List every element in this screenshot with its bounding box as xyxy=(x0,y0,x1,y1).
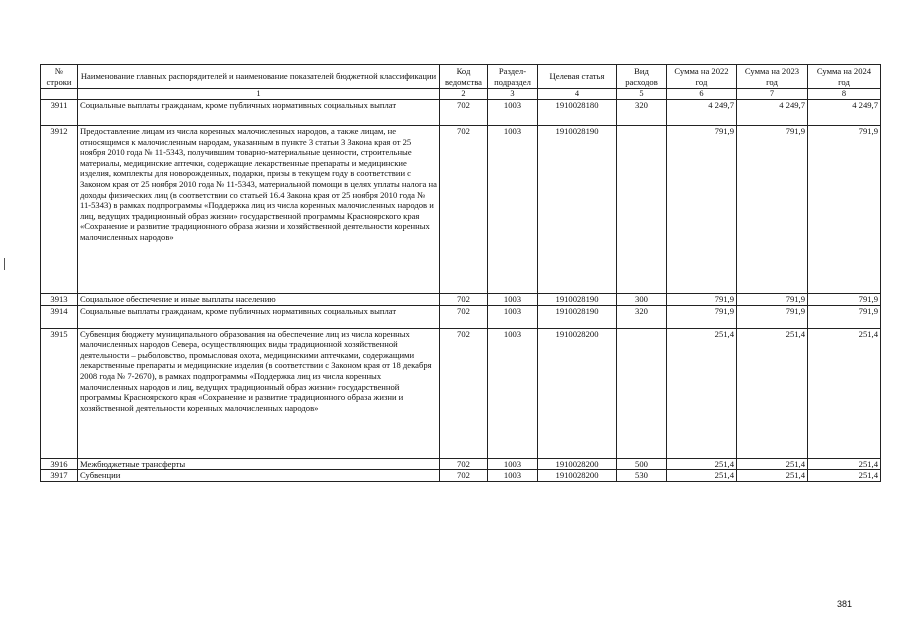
header-row-no: № строки xyxy=(41,65,78,89)
column-number: 3 xyxy=(488,89,538,100)
header-name: Наименование главных распорядителей и наименование показателей бюджетной классификации xyxy=(78,65,440,89)
row-sum-2022: 251,4 xyxy=(667,470,737,482)
row-sum-2022: 791,9 xyxy=(667,126,737,294)
row-number: 3913 xyxy=(41,294,78,306)
row-dept-code: 702 xyxy=(440,305,488,328)
row-section: 1003 xyxy=(488,470,538,482)
table-row xyxy=(41,126,881,294)
row-sum-2022: 4 249,7 xyxy=(667,100,737,126)
column-number: 1 xyxy=(78,89,440,100)
row-dept-code: 702 xyxy=(440,100,488,126)
row-dept-code: 702 xyxy=(440,126,488,294)
row-number: 3915 xyxy=(41,328,78,458)
row-name: Социальные выплаты гражданам, кроме публичных нормативных социальных выплат xyxy=(78,305,440,328)
row-number: 3912 xyxy=(41,126,78,294)
header-section: Раздел-подраздел xyxy=(488,65,538,89)
row-type: 300 xyxy=(617,294,667,306)
row-number: 3911 xyxy=(41,100,78,126)
row-type xyxy=(617,328,667,458)
row-sum-2024: 791,9 xyxy=(808,126,881,294)
row-number: 3916 xyxy=(41,458,78,470)
row-section: 1003 xyxy=(488,305,538,328)
row-number: 3917 xyxy=(41,470,78,482)
row-sum-2023: 251,4 xyxy=(737,470,808,482)
row-sum-2024: 791,9 xyxy=(808,305,881,328)
row-dept-code: 702 xyxy=(440,470,488,482)
header-sum-2022: Сумма на 2022 год xyxy=(667,65,737,89)
row-sum-2023: 251,4 xyxy=(737,328,808,458)
row-name: Субвенция бюджету муниципального образования на обеспечение лиц из числа коренных малочисленных народов Севера, осуществляющих виды традиционной хозяйственной деятельности – рыболовство, промысловая охота, медицинскими аптечками, содержащими лекарственные препараты и медицинские изделия (в соответствии с Законом края от 18 декабря 2008 года № 7-2670), в рамках подпрограммы «Поддержка лиц из числа коренных малочисленных народов и лиц, ведущих традиционный образ жизни» государственной программы Красноярского края «Сохранение и развитие традиционного образа жизни и хозяйственной деятельности коренных малочисленных народов» xyxy=(78,328,440,458)
page-number: 381 xyxy=(837,599,853,609)
column-number: 5 xyxy=(617,89,667,100)
table-row xyxy=(41,458,881,470)
row-number: 3914 xyxy=(41,305,78,328)
row-sum-2024: 251,4 xyxy=(808,458,881,470)
row-sum-2022: 251,4 xyxy=(667,458,737,470)
row-section: 1003 xyxy=(488,100,538,126)
column-number: 6 xyxy=(667,89,737,100)
row-sum-2023: 791,9 xyxy=(737,126,808,294)
row-section: 1003 xyxy=(488,126,538,294)
header-sum-2024: Сумма на 2024 год xyxy=(808,65,881,89)
table-row xyxy=(41,470,881,482)
header-type: Вид расходов xyxy=(617,65,667,89)
row-section: 1003 xyxy=(488,294,538,306)
row-type: 320 xyxy=(617,305,667,328)
budget-table-sheet xyxy=(40,64,880,482)
table-row xyxy=(41,305,881,328)
row-sum-2022: 791,9 xyxy=(667,294,737,306)
column-number xyxy=(41,89,78,100)
row-target: 1910028180 xyxy=(538,100,617,126)
header-row xyxy=(41,65,881,89)
row-target: 1910028190 xyxy=(538,305,617,328)
row-type: 320 xyxy=(617,100,667,126)
table-row xyxy=(41,100,881,126)
row-type xyxy=(617,126,667,294)
row-dept-code: 702 xyxy=(440,328,488,458)
row-sum-2023: 791,9 xyxy=(737,294,808,306)
column-number: 4 xyxy=(538,89,617,100)
row-dept-code: 702 xyxy=(440,458,488,470)
row-sum-2024: 4 249,7 xyxy=(808,100,881,126)
column-number: 8 xyxy=(808,89,881,100)
row-section: 1003 xyxy=(488,328,538,458)
row-target: 1910028200 xyxy=(538,470,617,482)
table-row xyxy=(41,294,881,306)
row-sum-2024: 251,4 xyxy=(808,470,881,482)
row-name: Социальное обеспечение и иные выплаты населению xyxy=(78,294,440,306)
column-number: 7 xyxy=(737,89,808,100)
row-name: Социальные выплаты гражданам, кроме публичных нормативных социальных выплат xyxy=(78,100,440,126)
row-sum-2023: 251,4 xyxy=(737,458,808,470)
header-target: Целевая статья xyxy=(538,65,617,89)
row-sum-2023: 4 249,7 xyxy=(737,100,808,126)
row-name: Субвенции xyxy=(78,470,440,482)
row-section: 1003 xyxy=(488,458,538,470)
row-name: Предоставление лицам из числа коренных малочисленных народов, а также лицам, не относящимся к малочисленным народам, указанным в пункте 3 статьи 3 Закона края от 25 ноября 2010 года № 11-5343, получившим товарно-материальные ценности, строительные материалы, медицинские аптечки, содержащие лекарственные препараты и медицинские изделия, комплекты для новорожденных, подарки, призы в текущем году в соответствии с Законом края от 25 ноября 2010 года № 11-5343, материальной помощи в целях уплаты налога на доходы физических лиц (в соответствии со статьей 16.4 Закона края от 25 ноября 2010 года № 11-5343) в рамках подпрограммы «Поддержка лиц из числа коренных малочисленных народов и лиц, ведущих традиционный образ жизни» государственной программы Красноярского края «Сохранение и развитие традиционного образа жизни и хозяйственной деятельности коренных малочисленных народов» xyxy=(78,126,440,294)
row-target: 1910028200 xyxy=(538,458,617,470)
row-target: 1910028190 xyxy=(538,126,617,294)
row-name: Межбюджетные трансферты xyxy=(78,458,440,470)
header-sum-2023: Сумма на 2023 год xyxy=(737,65,808,89)
scan-artifact xyxy=(4,258,5,270)
row-sum-2022: 791,9 xyxy=(667,305,737,328)
row-sum-2024: 791,9 xyxy=(808,294,881,306)
column-number-row xyxy=(41,89,881,100)
row-sum-2022: 251,4 xyxy=(667,328,737,458)
header-dept-code: Код ведомства xyxy=(440,65,488,89)
row-sum-2023: 791,9 xyxy=(737,305,808,328)
budget-table xyxy=(40,64,881,482)
table-row xyxy=(41,328,881,458)
row-sum-2024: 251,4 xyxy=(808,328,881,458)
column-number: 2 xyxy=(440,89,488,100)
row-type: 500 xyxy=(617,458,667,470)
row-target: 1910028200 xyxy=(538,328,617,458)
row-target: 1910028190 xyxy=(538,294,617,306)
row-dept-code: 702 xyxy=(440,294,488,306)
row-type: 530 xyxy=(617,470,667,482)
